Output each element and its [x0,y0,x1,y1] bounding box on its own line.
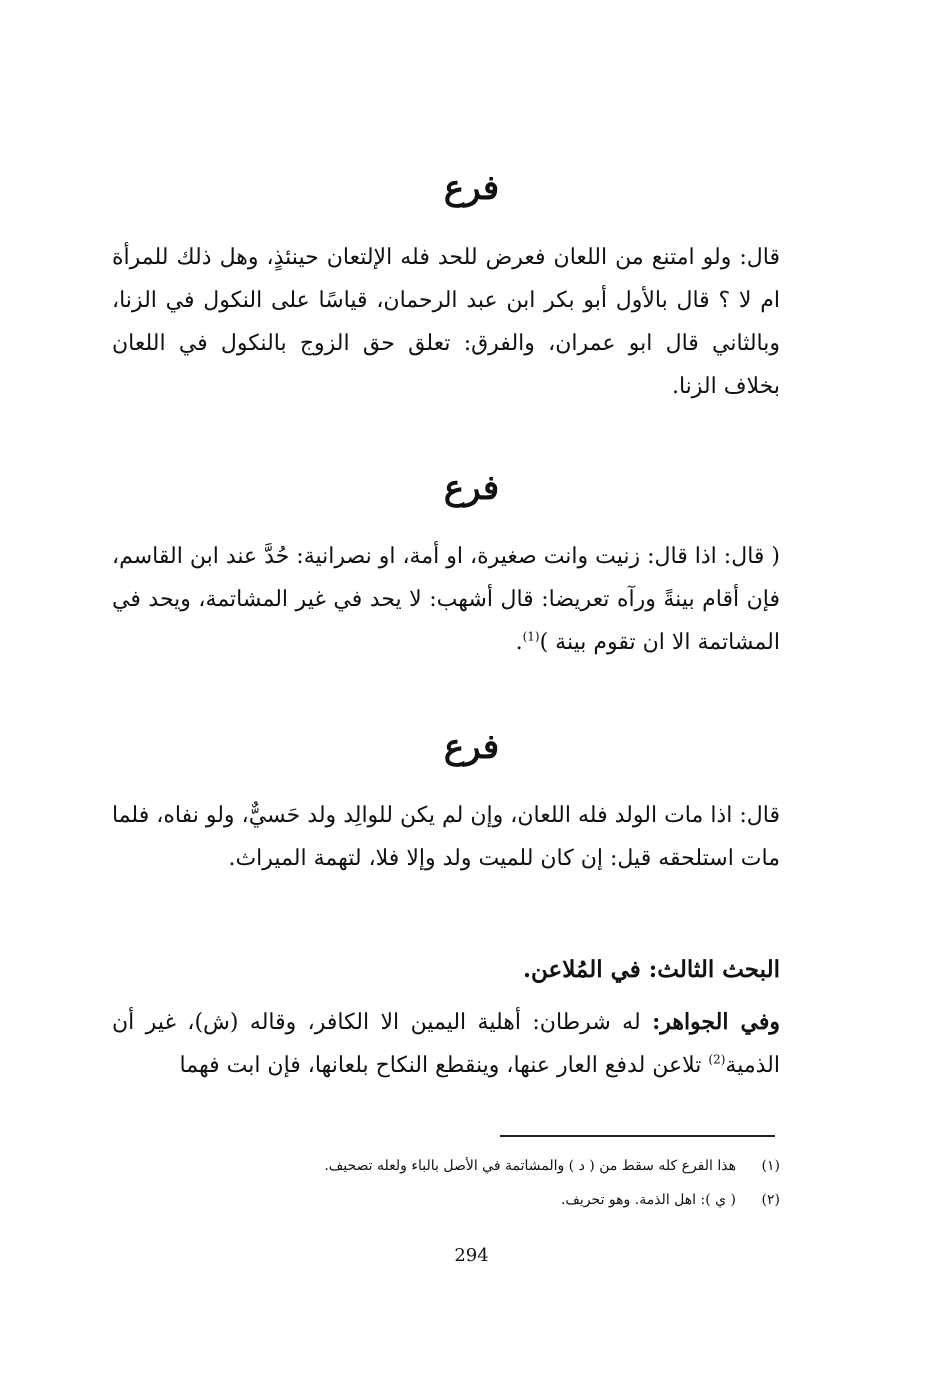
page-number: 294 [454,1245,489,1266]
paragraph-text: له شرطان: أهلية اليمين الا الكافر، وقاله (ش)، غير أن الذمية [112,1010,780,1078]
footnote-ref-1: (1) [522,629,540,644]
last-paragraph [112,1001,780,1087]
section-paragraph-3: قال: اذا مات الولد فله اللعان، وإن لم يكن للوالِد ولد حَسيٌّ، ولو نفاه، فلما مات استلحقه قيل: إن كان للميت ولد وإلا فلا، لتهمة الميراث. [112,803,780,871]
section-heading-3: فرع [443,727,500,767]
footnote-number: (١) [761,1158,780,1174]
footnote-2 [112,1189,780,1211]
footnote-1 [112,1155,780,1177]
footnote-ref-2: (2) [708,1052,726,1067]
footnote-text: ( ي ): اهل الذمة. وهو تحريف. [560,1192,736,1208]
footnote-text: هذا الفرع كله سقط من ( د ) والمشاتمة في الأصل بالباء ولعله تصحيف. [324,1158,736,1174]
research-title: البحث الثالث: في المُلاعن. [522,956,780,983]
section-paragraph-2 [112,535,780,664]
paragraph-tail: . [515,630,523,655]
footnote-number: (٢) [761,1192,780,1208]
footnote-divider [500,1135,775,1137]
section-heading-1: فرع [443,168,500,208]
paragraph-text: تلاعن لدفع العار عنها، وينقطع النكاح بلعانها، فإن ابت فهما [179,1053,709,1078]
paragraph-text: ( قال: اذا قال: زنيت وانت صغيرة، او أمة، او نصرانية: حُدَّ عند ابن القاسم، فإن أقام بينةً ورآه تعريضا: قال أشهب: لا يحد في غير المشاتمة، ويحد في المشاتمة الا ان تقوم بينة ) [112,544,780,655]
section-heading-2: فرع [443,468,500,508]
paragraph-lead: وفي الجواهر: [652,1009,780,1035]
section-paragraph-1: قال: ولو امتنع من اللعان فعرض للحد فله الإلتعان حينئذٍ، وهل ذلك للمرأة ام لا ؟ قال بالأول أبو بكر ابن عبد الرحمان، قياسًا على النكول في الزنا، وبالثاني قال ابو عمران، والفرق: تعلق حق الزوج بالنكول في اللعان بخلاف الزنا. [112,245,780,399]
